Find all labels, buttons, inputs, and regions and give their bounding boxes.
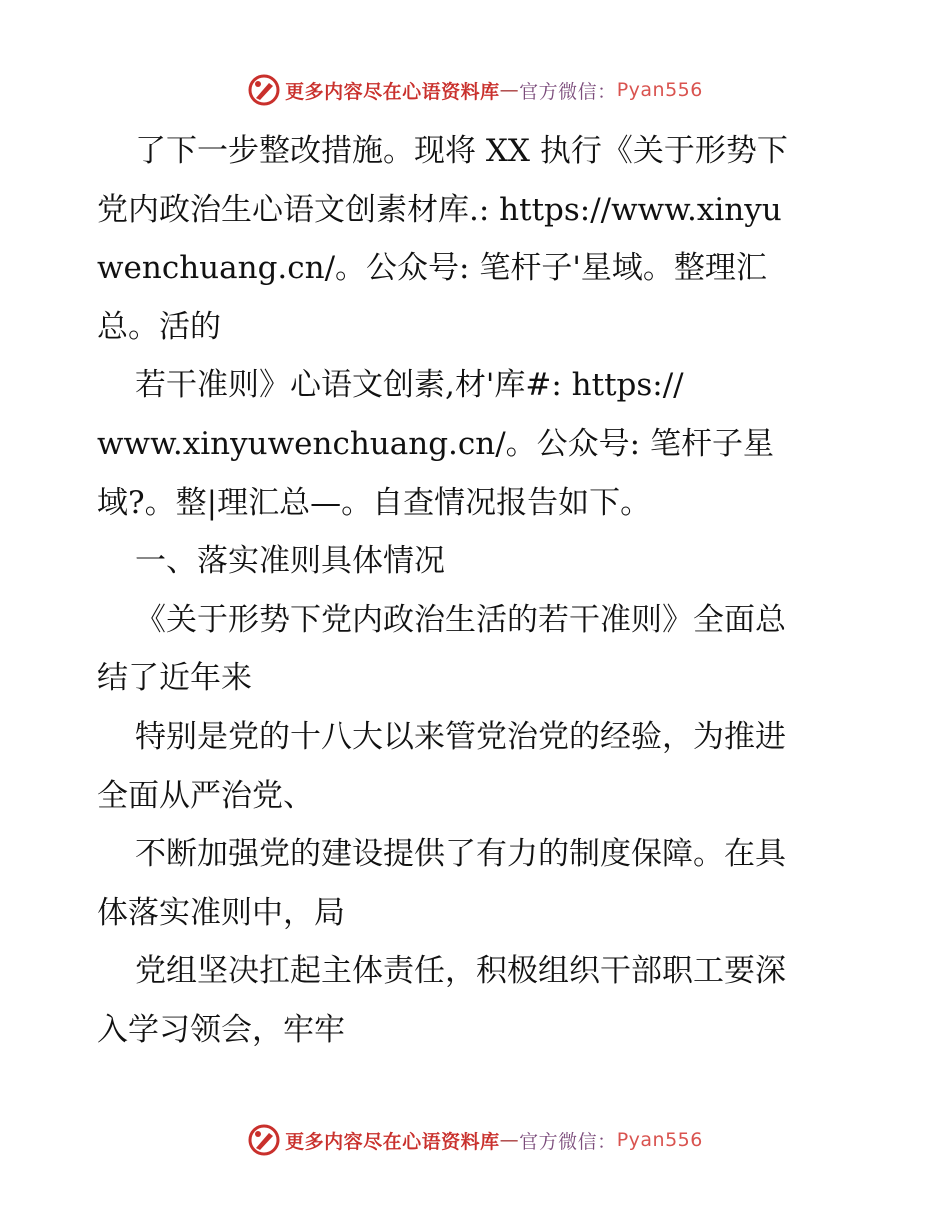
text-line: 《关于形势下党内政治生活的若干准则》全面总 xyxy=(135,601,786,638)
text-line: 体落实准则中，局 xyxy=(97,894,345,931)
text-line: 党内政治生心语文创素材库.: https://www.xinyu xyxy=(97,191,782,228)
banner-separator: — xyxy=(499,1129,520,1151)
text-line: 结了近年来 xyxy=(97,660,252,697)
pen-seal-icon xyxy=(247,73,281,107)
text-line: 了下一步整改措施。现将 XX 执行《关于形势下 xyxy=(135,133,788,169)
text-line: 全面从严治党、 xyxy=(97,777,314,814)
text-line: 特别是党的十八大以来管党治党的经验，为推进 xyxy=(135,718,786,755)
text-line: 党组坚决扛起主体责任，积极组织干部职工要深 xyxy=(135,953,786,990)
text-line: 总。活的 xyxy=(97,308,221,345)
footer-watermark-banner xyxy=(0,1120,950,1160)
banner-wechat-id: Pyan556 xyxy=(616,1129,703,1151)
banner-main-text: 更多内容尽在心语资料库 xyxy=(285,80,500,103)
text-line: 不断加强党的建设提供了有力的制度保障。在具 xyxy=(135,836,786,873)
text-line: wenchuang.cn/。公众号: 笔杆子'星域。整理汇 xyxy=(97,250,767,287)
text-line: 若干准则》心语文创素,材'库#: https:// xyxy=(135,367,684,404)
banner-main-text: 更多内容尽在心语资料库 xyxy=(285,1130,500,1153)
text-line: 域?。整|理汇总—。自查情况报告如下。 xyxy=(97,484,652,521)
banner-separator: — xyxy=(499,79,520,101)
banner-wechat-id: Pyan556 xyxy=(616,79,703,101)
banner-wechat-label: 官方微信： xyxy=(519,80,617,103)
section-heading: 一、落实准则具体情况 xyxy=(135,543,445,580)
banner-wechat-label: 官方微信： xyxy=(519,1130,617,1153)
document-body xyxy=(97,122,857,1060)
pen-seal-icon xyxy=(247,1123,281,1157)
text-line: 入学习领会，牢牢 xyxy=(97,1011,345,1048)
text-line: www.xinyuwenchuang.cn/。公众号: 笔杆子星 xyxy=(97,425,774,462)
header-watermark-banner xyxy=(0,70,950,110)
